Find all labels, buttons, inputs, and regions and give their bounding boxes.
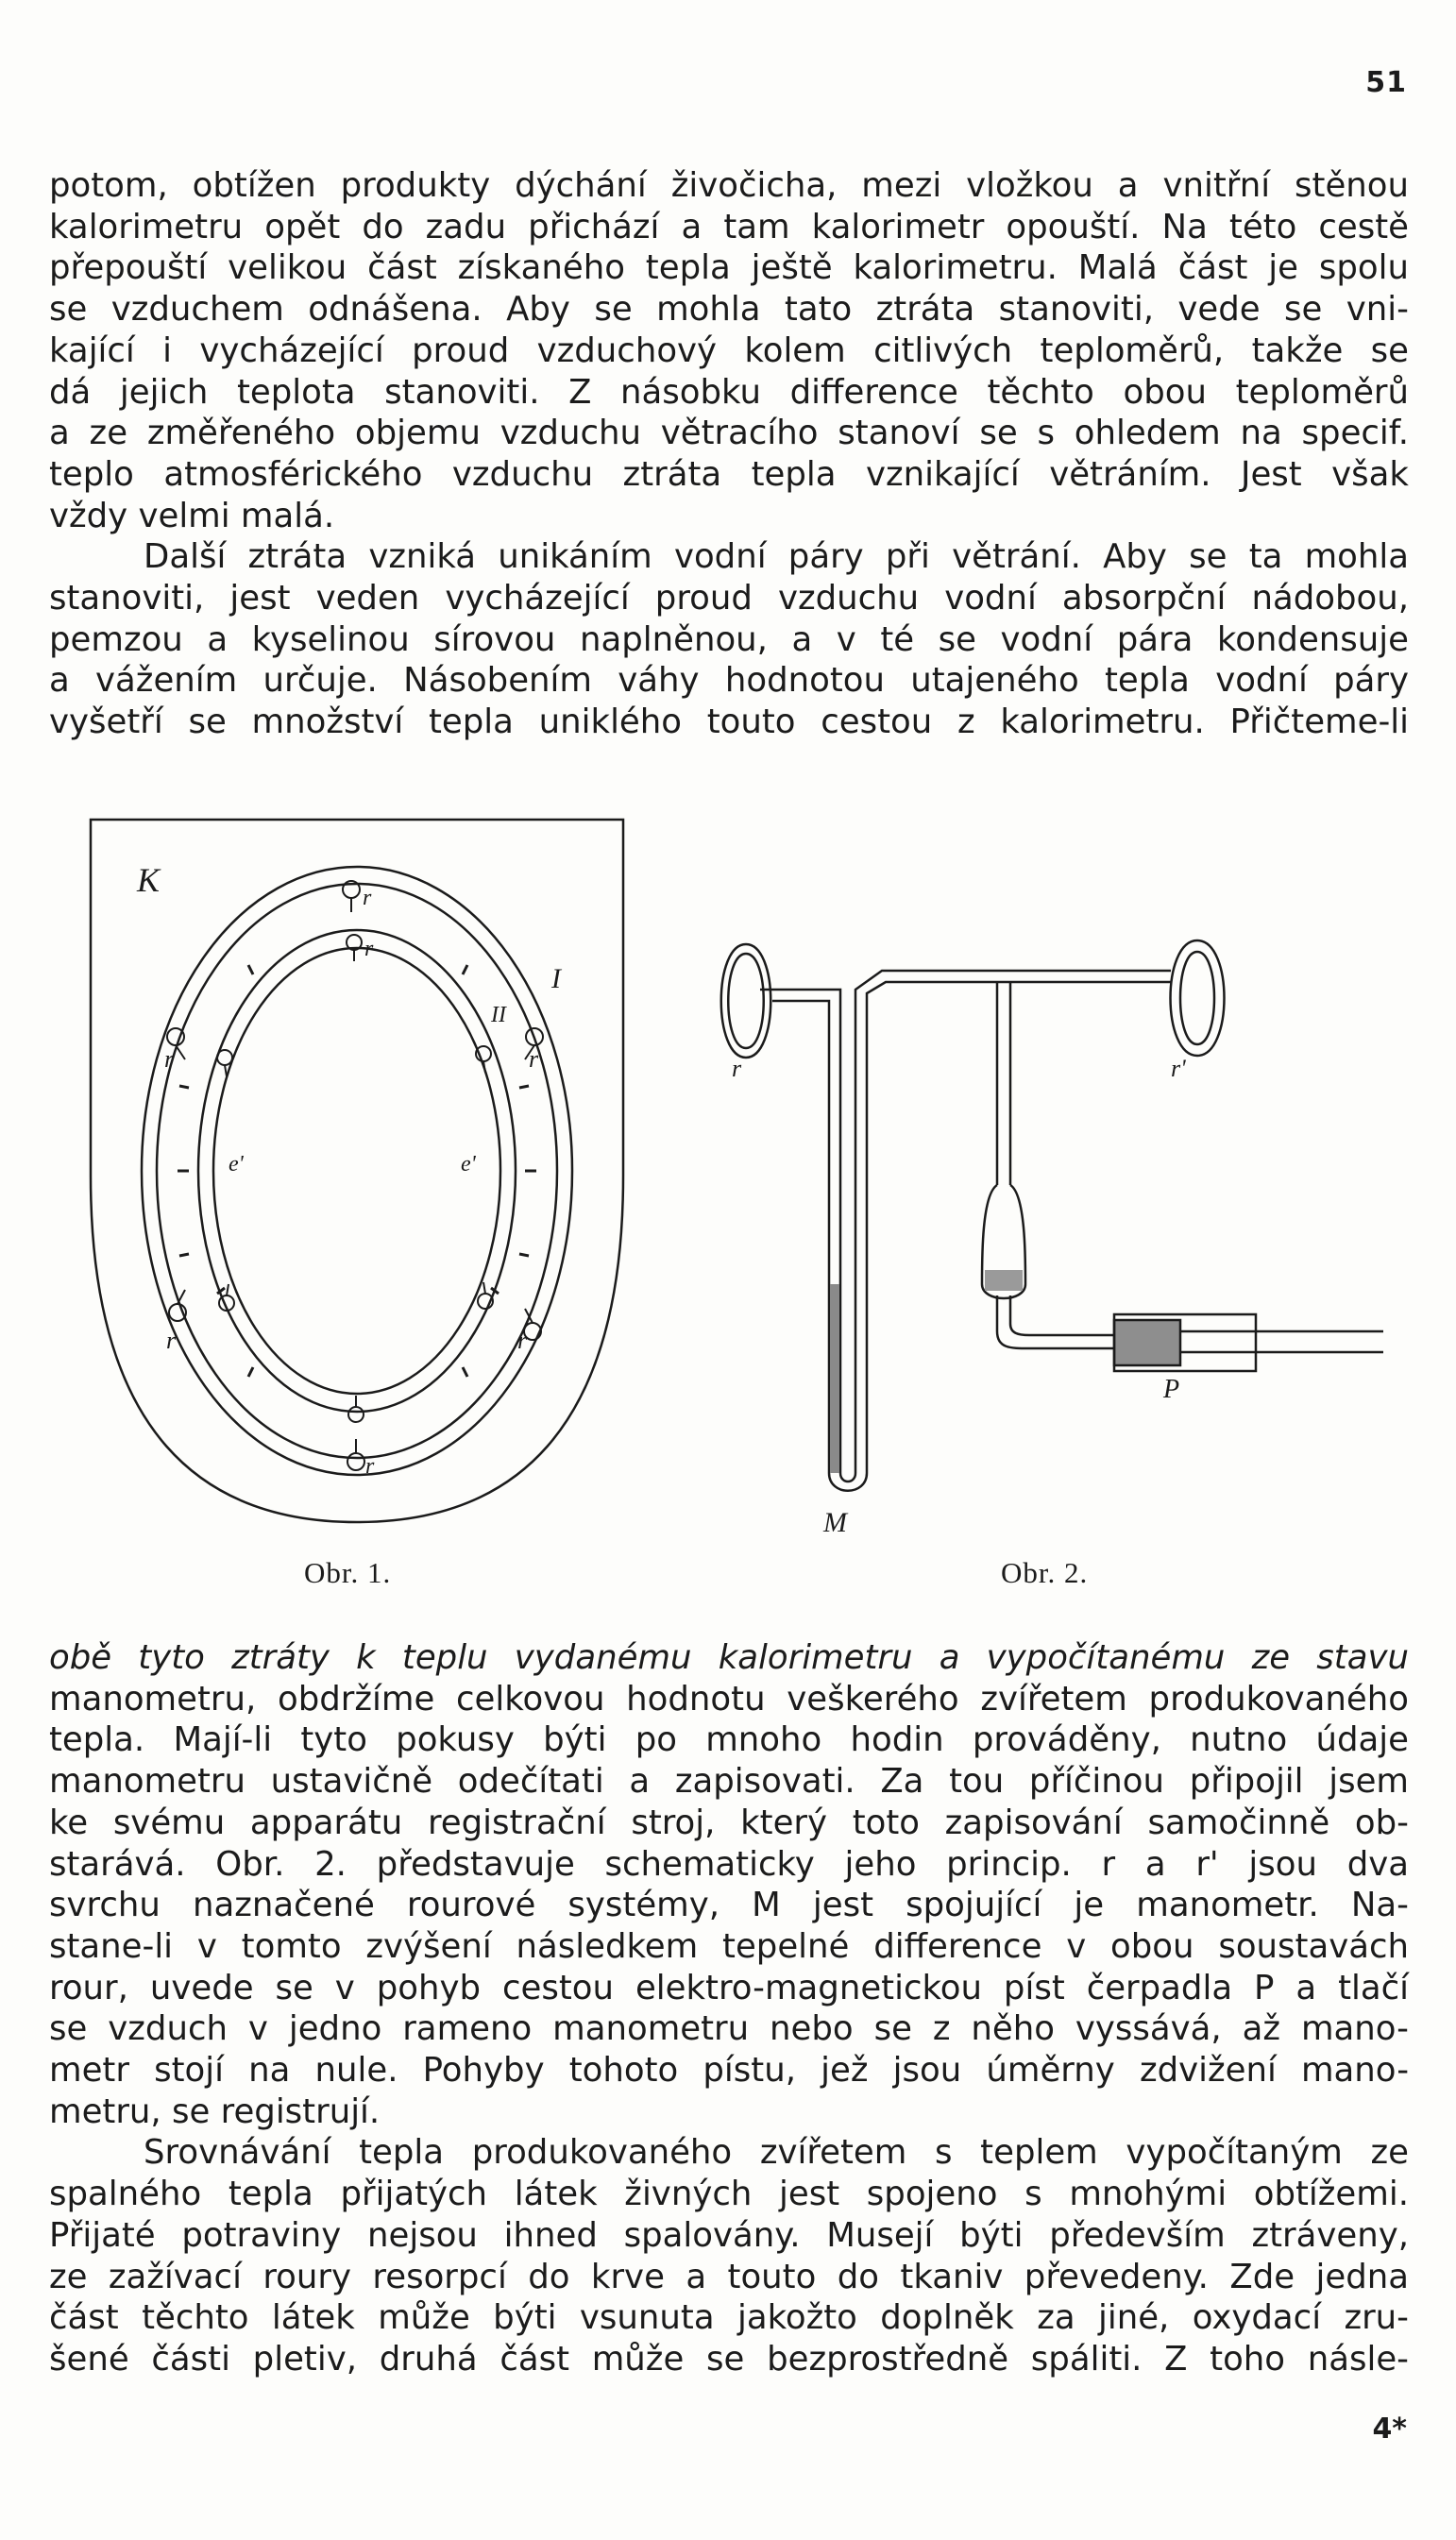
text-line: pemzou a kyselinou sírovou naplněnou, a v té se vodní pára kondensuje <box>49 619 1409 659</box>
figure-1-label-r: r <box>529 1045 539 1073</box>
text-line: se vzduch v jedno rameno manometru nebo se z něho vyssává, až mano- <box>49 2009 1409 2049</box>
text-line: tepla. Mají-li tyto pokusy býti po mnoho hodin prováděny, nutno údaje <box>49 1720 1409 1760</box>
manometer-left-arm <box>760 990 840 1473</box>
pump-piston <box>1114 1320 1180 1365</box>
right-loop <box>1171 940 1225 1056</box>
manometer-right-arm <box>867 982 1147 1473</box>
text-line: kající i vycházející proud vzduchový kolem citlivých teploměrů, takže se <box>49 330 1409 370</box>
figure-1-label-e-left: e' <box>229 1152 244 1177</box>
text-block-top <box>49 165 1409 743</box>
inner-ring-inner <box>213 948 500 1394</box>
text-line: metr stojí na nule. Pohyby tohoto pístu, jež jsou úměrny zdvižení mano- <box>49 2051 1409 2091</box>
pump-feed-tube <box>997 982 1010 1185</box>
figure-2-label-r-prime: r' <box>1171 1055 1186 1082</box>
text-line: stanoviti, jest veden vycházející proud vzduchu vodní absorpční nádobou, <box>49 579 1409 618</box>
text-line: rour, uvede se v pohyb cestou elektro-magnetickou píst čerpadla P a tlačí <box>49 1968 1409 2007</box>
thermometers <box>167 881 543 1470</box>
signature-mark: 4* <box>1372 2413 1407 2446</box>
figure-1-label-i: I <box>551 963 561 994</box>
text-line: ke svému apparátu registrační stroj, který toto zapisování samočinně ob- <box>49 1803 1409 1842</box>
text-line: vždy velmi malá. <box>49 496 335 535</box>
text-line: manometru, obdržíme celkovou hodnotu veškerého zvířetem produkovaného <box>49 1679 1409 1719</box>
figure-1-label-r: r <box>365 1454 375 1479</box>
figure-2-apparatus <box>721 940 1383 1491</box>
figure-1-label-r: r <box>164 1045 175 1073</box>
piston-rod <box>1180 1331 1383 1352</box>
text-line: kalorimetru opět do zadu přichází a tam kalorimetr opouští. Na této cestě <box>49 207 1409 246</box>
figure-1-calorimeter <box>91 820 623 1522</box>
text-line: Přijaté potraviny nejsou ihned spalovány. Musejí býti především ztráveny, <box>49 2215 1409 2255</box>
reservoir <box>982 1185 1025 1298</box>
figure-2-label-p: P <box>1163 1375 1180 1404</box>
text-line: spalného tepla přijatých látek živných jest spojeno s mnohými obtížemi. <box>49 2175 1409 2214</box>
text-line: manometru ustavičně odečítati a zapisovati. Za tou příčinou připojil jsem <box>49 1762 1409 1802</box>
figure-1-label-ii: II <box>491 1003 506 1027</box>
text-line: dá jejich teplota stanoviti. Z násobku difference těchto obou teploměrů <box>49 372 1409 412</box>
figure-2-label-r: r <box>732 1055 742 1082</box>
outer-ring-outer <box>142 867 572 1475</box>
figure-1-label-r: r <box>517 1327 528 1354</box>
text-line: stane-li v tomto zvýšení následkem tepelné difference v obou soustavách <box>49 1926 1409 1966</box>
text-line: a ze změřeného objemu vzduchu větracího stanoví se s ohledem na specif. <box>49 414 1409 453</box>
outer-ring-inner <box>157 884 557 1458</box>
text-line: Další ztráta vzniká unikáním vodní páry při větrání. Aby se ta mohla <box>144 537 1409 577</box>
text-line: a vážením určuje. Násobením váhy hodnotou utajeného tepla vodní páry <box>49 661 1409 701</box>
pump-cylinder <box>1114 1314 1256 1371</box>
text-line: přepouští velikou část získaného tepla ještě kalorimetru. Malá část je spolu <box>49 248 1409 288</box>
text-line: vyšetří se množství tepla uniklého touto cestou z kalorimetru. Přičteme-li <box>49 703 1409 742</box>
inner-ring-outer <box>198 930 516 1412</box>
figure-1-caption: Obr. 1. <box>304 1556 392 1589</box>
calorimeter-outline <box>91 820 623 1522</box>
text-line: starává. Obr. 2. představuje schematicky jeho princip. r a r' jsou dva <box>49 1844 1409 1884</box>
figure-1-label-e-right: e' <box>461 1152 476 1177</box>
text-line: ze zažívací roury resorpcí do krve a touto do tkaniv převedeny. Zde jedna <box>49 2257 1409 2296</box>
text-line: se vzduchem odnášena. Aby se mohla tato ztráta stanoviti, vede se vni- <box>49 290 1409 330</box>
figure-1-label-k: K <box>137 861 161 899</box>
text-line: část těchto látek může býti vsunuta jakožto doplněk za jiné, oxydací zru- <box>49 2298 1409 2338</box>
page-number: 51 <box>1365 66 1407 99</box>
ring-ticks <box>178 965 536 1377</box>
manometer-fluid <box>830 1284 839 1473</box>
figure-1-label-r: r <box>363 886 372 910</box>
figure-1-label-r: r <box>364 937 374 961</box>
text-line: teplo atmosférického vzduchu ztráta tepla vznikající větráním. Jest však <box>49 454 1409 494</box>
text-line: šené části pletiv, druhá část může se bezprostředně spáliti. Z toho násle- <box>49 2339 1409 2379</box>
text-block-bottom <box>49 1637 1409 2380</box>
text-line: metru, se registrují. <box>49 2091 381 2131</box>
text-line: potom, obtížen produkty dýchání živočicha, mezi vložkou a vnitřní stěnou <box>49 166 1409 205</box>
left-loop <box>721 944 771 1058</box>
text-line: svrchu naznačené rourové systémy, M jest spojující je manometr. Na- <box>49 1886 1409 1925</box>
text-line: Srovnávání tepla produkovaného zvířetem s teplem vypočítaným ze <box>144 2133 1409 2173</box>
figure-1-label-r: r <box>166 1327 177 1354</box>
figure-2-label-m: M <box>823 1507 847 1538</box>
figure-2-caption: Obr. 2. <box>1001 1556 1089 1589</box>
text-line: obě tyto ztráty k teplu vydanému kalorimetru a vypočítanému ze stavu <box>49 1638 1409 1677</box>
